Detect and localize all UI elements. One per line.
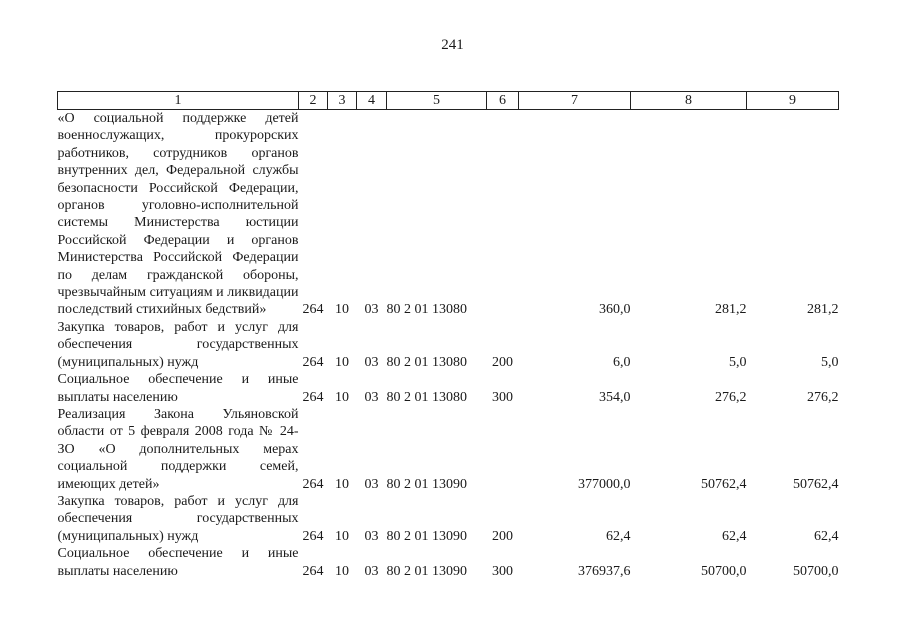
budget-table xyxy=(57,91,839,580)
amount-col7: 377000,0 xyxy=(578,476,631,492)
section-code: 10 xyxy=(335,476,349,492)
amount-col9: 62,4 xyxy=(814,528,839,544)
target-article-code: 80 2 01 13090 xyxy=(386,476,467,492)
column-header: 5 xyxy=(387,92,487,110)
subsection-code: 03 xyxy=(364,528,379,544)
amount-col8: 5,0 xyxy=(729,354,747,370)
row-description: Социальное обеспечение и иные выплаты населению xyxy=(57,546,299,579)
subsection-code: 03 xyxy=(364,476,379,492)
expense-type-code: 300 xyxy=(492,389,513,405)
ministry-code: 264 xyxy=(302,302,324,318)
table-row xyxy=(58,110,839,319)
amount-col7: 360,0 xyxy=(599,302,631,318)
expense-type-code: 200 xyxy=(492,354,513,370)
column-header: 3 xyxy=(328,92,357,110)
target-article-code: 80 2 01 13080 xyxy=(386,302,467,318)
subsection-code: 03 xyxy=(364,302,379,318)
amount-col8: 276,2 xyxy=(715,389,747,405)
section-code: 10 xyxy=(335,302,349,318)
column-header: 1 xyxy=(58,92,299,110)
subsection-code: 03 xyxy=(364,563,379,579)
table-row xyxy=(58,493,839,545)
ministry-code: 264 xyxy=(302,354,324,370)
amount-col9: 50762,4 xyxy=(793,476,839,492)
ministry-code: 264 xyxy=(302,389,324,405)
column-number-row xyxy=(58,92,839,110)
amount-col7: 354,0 xyxy=(599,389,631,405)
amount-col7: 6,0 xyxy=(613,354,631,370)
target-article-code: 80 2 01 13080 xyxy=(386,354,467,370)
column-header: 9 xyxy=(747,92,839,110)
table-row xyxy=(58,545,839,580)
table-row xyxy=(58,371,839,406)
subsection-code: 03 xyxy=(364,354,379,370)
expense-type-code xyxy=(487,406,519,493)
column-header: 2 xyxy=(299,92,328,110)
amount-col9: 5,0 xyxy=(821,354,839,370)
amount-col7: 376937,6 xyxy=(578,563,631,579)
amount-col7: 62,4 xyxy=(606,528,631,544)
section-code: 10 xyxy=(335,354,349,370)
row-description: «О социальной поддержке детей военнослужащих, прокурорских работников, сотрудников органов внутренних дел, Федеральной службы безопасности Российской Федерации, органов уголовно-исполнительной системы Министерства юстиции Российской Федерации и органов Министерства Российской Федерации по делам гражданской обороны, чрезвычайным ситуациям и ликвидации последствий стихийных бедствий» xyxy=(57,111,299,318)
row-description: Реализация Закона Ульяновской области от 5 февраля 2008 года № 24-ЗО «О дополнительных мерах социальной поддержки семей, имеющих детей» xyxy=(57,406,299,492)
subsection-code: 03 xyxy=(364,389,379,405)
section-code: 10 xyxy=(335,563,349,579)
expense-type-code: 300 xyxy=(492,563,513,579)
target-article-code: 80 2 01 13090 xyxy=(386,563,467,579)
expense-type-code: 200 xyxy=(492,528,513,544)
table-row xyxy=(58,406,839,493)
column-header: 8 xyxy=(631,92,747,110)
amount-col8: 50700,0 xyxy=(701,563,747,579)
ministry-code: 264 xyxy=(302,563,324,579)
amount-col9: 276,2 xyxy=(807,389,839,405)
ministry-code: 264 xyxy=(302,528,324,544)
amount-col8: 62,4 xyxy=(722,528,747,544)
column-header: 6 xyxy=(487,92,519,110)
amount-col9: 281,2 xyxy=(807,302,839,318)
amount-col9: 50700,0 xyxy=(793,563,839,579)
page-number: 241 xyxy=(441,37,464,53)
section-code: 10 xyxy=(335,528,349,544)
row-description: Социальное обеспечение и иные выплаты населению xyxy=(57,372,299,405)
column-header: 7 xyxy=(519,92,631,110)
target-article-code: 80 2 01 13080 xyxy=(386,389,467,405)
ministry-code: 264 xyxy=(302,476,324,492)
amount-col8: 50762,4 xyxy=(701,476,747,492)
expense-type-code xyxy=(487,110,519,319)
row-description: Закупка товаров, работ и услуг для обеспечения государственных (муниципальных) нужд xyxy=(57,319,299,370)
table-row xyxy=(58,319,839,371)
section-code: 10 xyxy=(335,389,349,405)
target-article-code: 80 2 01 13090 xyxy=(386,528,467,544)
amount-col8: 281,2 xyxy=(715,302,747,318)
row-description: Закупка товаров, работ и услуг для обеспечения государственных (муниципальных) нужд xyxy=(57,493,299,544)
column-header: 4 xyxy=(357,92,387,110)
